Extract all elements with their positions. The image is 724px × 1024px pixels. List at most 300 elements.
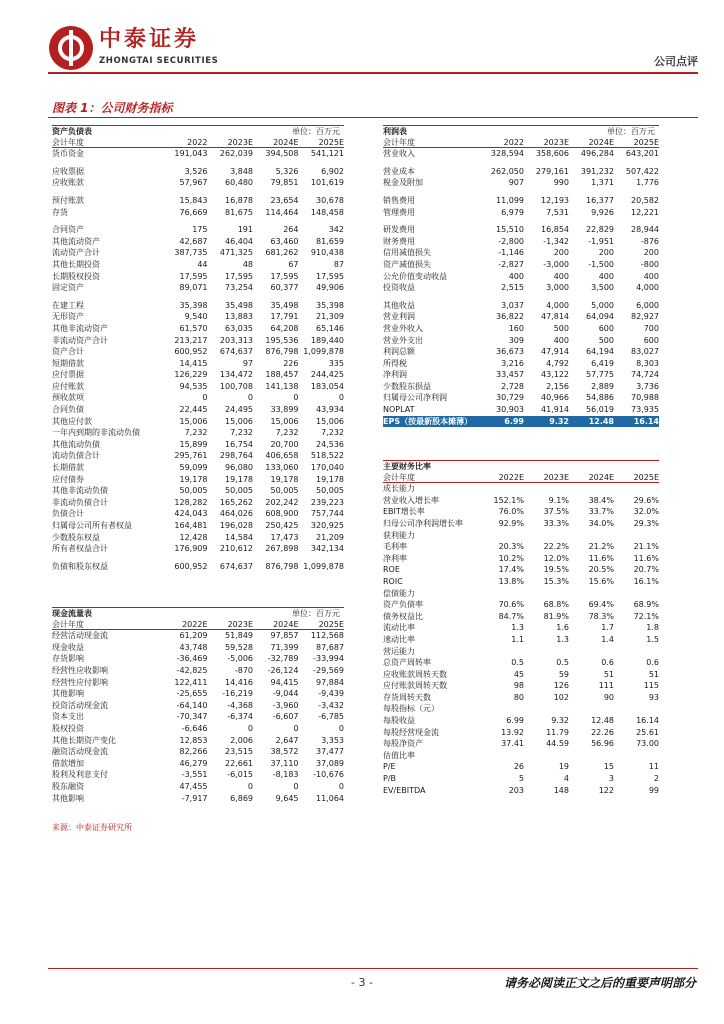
table-header-row (52, 619, 344, 631)
row-value: 76,669 (179, 207, 208, 217)
row-label: 其他长期资产变化 (52, 735, 116, 745)
row-value: 33,457 (496, 370, 524, 380)
table-row (52, 758, 344, 770)
row-value: 36,673 (496, 347, 524, 357)
row-label: P/B (383, 774, 397, 784)
row-value: 400 (553, 335, 569, 345)
column-header: 2024E (588, 472, 614, 482)
row-value: 30,678 (316, 195, 344, 205)
row-value: 0.5 (556, 658, 569, 668)
row-value: 122,411 (174, 677, 208, 687)
row-value: 674,637 (219, 347, 253, 357)
row-value: -70,347 (176, 712, 208, 722)
row-label: 利润总额 (383, 347, 415, 357)
table-row (52, 665, 344, 677)
row-value: 406,658 (265, 451, 299, 461)
row-value: 14,416 (225, 677, 253, 687)
row-label: 流动资产合计 (52, 248, 100, 258)
table-row (52, 642, 344, 654)
table-row (52, 282, 344, 294)
row-label: 所有者权益合计 (52, 544, 108, 554)
row-label: 总资产周转率 (383, 658, 431, 668)
row-value: 1.8 (646, 623, 659, 633)
table-row (383, 166, 659, 178)
row-label: P/E (383, 762, 396, 772)
row-value: 50,005 (179, 486, 208, 496)
row-value: 3,000 (546, 283, 569, 293)
column-header: 2025E (318, 137, 344, 147)
table-title-row (52, 607, 344, 619)
row-value: 195,536 (265, 335, 299, 345)
row-value: 15,006 (316, 416, 344, 426)
row-value: 11.6% (633, 553, 659, 563)
row-value: 16,377 (586, 195, 614, 205)
row-label: 营业收入 (383, 149, 415, 159)
column-header: 2023E (543, 472, 569, 482)
row-value: -3,551 (181, 770, 208, 780)
row-label: 估值比率 (383, 750, 415, 760)
row-value: 67 (288, 259, 299, 269)
row-value: 40,966 (541, 393, 569, 403)
row-value: 81,675 (225, 207, 253, 217)
row-value: 309 (508, 335, 524, 345)
row-label: 归属母公司净利润 (383, 393, 447, 403)
table-row (383, 634, 659, 646)
balance-sheet-table (52, 125, 344, 572)
row-value: 12,428 (179, 532, 208, 542)
table-row (52, 793, 344, 805)
row-value (524, 588, 569, 600)
row-value: 507,422 (625, 166, 659, 176)
row-value: 63,035 (225, 323, 253, 333)
row-value: 22.2% (543, 542, 569, 552)
table-row (383, 392, 659, 404)
row-label: 归母公司净利润增长率 (383, 518, 463, 528)
row-value: 68.9% (633, 600, 659, 610)
table-row (383, 404, 659, 416)
row-value (479, 530, 524, 542)
row-label: 其他影响 (52, 689, 84, 699)
row-value: 203,313 (219, 335, 253, 345)
row-label: 经营性应付影响 (52, 677, 108, 687)
row-value: 12,853 (179, 735, 208, 745)
row-value: 1.5 (646, 634, 659, 644)
row-value: 25.61 (636, 727, 659, 737)
row-value: 400 (598, 271, 614, 281)
row-value: -1,342 (543, 236, 569, 246)
row-value: 876,798 (265, 347, 299, 357)
table-row (383, 495, 659, 507)
row-value: 134,472 (219, 370, 253, 380)
row-value: 2,006 (230, 735, 253, 745)
row-label: 股利及利息支付 (52, 770, 108, 780)
row-value: 43,122 (541, 370, 569, 380)
row-value: 226 (283, 358, 299, 368)
row-value: 16,854 (541, 225, 569, 235)
row-label: 借款增加 (52, 758, 84, 768)
row-label: 存货周转天数 (383, 692, 431, 702)
table-row (383, 247, 659, 259)
row-value: 74,724 (631, 370, 659, 380)
row-value: 2,515 (501, 283, 524, 293)
row-value: 20,582 (631, 195, 659, 205)
row-value: -3,000 (543, 259, 569, 269)
table-title-row (52, 125, 344, 137)
row-value (524, 483, 569, 495)
row-value: 0.5 (511, 658, 524, 668)
table-row (383, 148, 659, 160)
row-value: -33,994 (313, 654, 344, 664)
column-header: 2023E (543, 137, 569, 147)
row-value: 35,398 (316, 300, 344, 310)
row-value: 298,764 (219, 451, 253, 461)
row-value (569, 588, 614, 600)
column-header: 2022E (498, 472, 524, 482)
row-value: 11,099 (496, 195, 524, 205)
row-value: 68.8% (543, 600, 569, 610)
table-row (383, 588, 659, 600)
row-value: 320,925 (310, 521, 344, 530)
row-value: 262,050 (490, 166, 524, 176)
row-value: 5 (518, 774, 524, 784)
row-value: -876 (640, 236, 659, 246)
row-value: 37.41 (501, 739, 524, 749)
row-value: 44.59 (546, 739, 569, 749)
row-label: 所得税 (383, 358, 407, 368)
row-value: 71,399 (270, 642, 299, 652)
row-label: 归属母公司所有者权益 (52, 521, 132, 530)
row-value: 70,988 (631, 393, 659, 403)
column-header: 2025E (633, 137, 659, 147)
row-label: 应付账款周转天数 (383, 681, 447, 691)
row-label: 营业成本 (383, 166, 415, 176)
row-value: 60,377 (270, 283, 299, 293)
row-value: 28,944 (631, 225, 659, 235)
table-header-row (383, 472, 659, 484)
figure-rule (48, 117, 698, 118)
row-value: 1.7 (601, 623, 614, 633)
table-title-row (383, 125, 659, 137)
cash-flow-table (52, 607, 344, 804)
row-value: 57,775 (586, 370, 614, 380)
row-value: 63,460 (270, 236, 299, 246)
row-label: 债务权益比 (383, 611, 423, 621)
row-value: 1.4 (601, 634, 614, 644)
row-value: 49,906 (316, 283, 344, 293)
row-label: 流动比率 (383, 623, 415, 633)
row-value: 210,612 (219, 544, 253, 554)
row-value: -25,655 (176, 689, 208, 699)
row-value: 2,156 (546, 381, 569, 391)
table-row (52, 508, 344, 520)
row-value: 73,935 (631, 405, 659, 415)
financial-ratios-table (383, 460, 659, 796)
row-value: 87 (333, 259, 344, 269)
row-label: 投资活动现金流 (52, 700, 108, 710)
row-value: 358,606 (535, 149, 569, 159)
column-header: 2025E (318, 619, 344, 629)
row-value: 16,754 (225, 439, 253, 449)
row-value (614, 703, 659, 715)
column-header: 2025E (633, 472, 659, 482)
row-value: 7,531 (546, 207, 569, 217)
row-value: 464,026 (219, 509, 253, 519)
row-label: 营业外支出 (383, 335, 423, 345)
row-value: 99 (648, 785, 659, 795)
row-value: 15,006 (270, 416, 299, 426)
row-value: 203 (508, 785, 524, 795)
row-value: -2,800 (498, 236, 524, 246)
row-value: 97 (242, 358, 253, 368)
row-value: 51 (603, 669, 614, 679)
row-value: 5,326 (275, 166, 299, 176)
row-value: 176,909 (174, 544, 208, 554)
row-value: 35,498 (225, 300, 253, 310)
row-value: -36,469 (176, 654, 208, 664)
table-row (52, 653, 344, 665)
row-label: 经营性应收影响 (52, 665, 108, 675)
row-value: 37,477 (316, 747, 344, 757)
table-row (383, 518, 659, 530)
row-value: 17,595 (270, 271, 299, 281)
row-value: 70.6% (498, 600, 524, 610)
row-value: 44 (197, 259, 208, 269)
row-label: 负债和股东权益 (52, 561, 108, 571)
table-row (52, 711, 344, 723)
row-value (614, 588, 659, 600)
row-value: 7,232 (321, 428, 344, 438)
row-label: 偿债能力 (383, 588, 415, 598)
row-value: 19,178 (179, 474, 208, 484)
row-value: 128,282 (174, 497, 208, 507)
row-value: 30,903 (496, 405, 524, 415)
row-value: -29,569 (313, 665, 344, 675)
table-row (383, 576, 659, 588)
table-row (383, 553, 659, 565)
table-row (52, 259, 344, 271)
table-row (383, 207, 659, 219)
row-label: ROE (383, 565, 400, 575)
row-label: 非流动负债合计 (52, 497, 108, 507)
row-label: 无形资产 (52, 312, 84, 322)
row-value: -1,146 (498, 248, 524, 258)
row-label: 净利润 (383, 370, 407, 380)
row-label: 其他应付款 (52, 416, 92, 426)
row-value: 50,005 (270, 486, 299, 496)
row-value: 6,419 (591, 358, 614, 368)
row-value: 213,217 (174, 335, 208, 345)
row-value: 47,814 (541, 312, 569, 322)
row-value: 335 (328, 358, 344, 368)
row-label: 应付票据 (52, 370, 84, 380)
table-row (383, 311, 659, 323)
column-header: 2024E (273, 137, 299, 147)
table-row (52, 769, 344, 781)
row-value: -7,917 (181, 793, 208, 803)
row-value: 38.4% (588, 495, 614, 505)
row-value: 48 (242, 259, 253, 269)
column-header: 会计年度 (52, 619, 84, 629)
row-value: 608,900 (265, 509, 299, 519)
table-row (383, 224, 659, 236)
row-value: 61,570 (179, 323, 208, 333)
row-value: 79,851 (270, 178, 299, 188)
row-value: 16.14 (636, 716, 659, 726)
source-note: 来源：中泰证券研究所 (52, 823, 132, 832)
row-label: 获利能力 (383, 530, 415, 540)
table-row (383, 416, 659, 428)
row-value: 160 (508, 323, 524, 333)
row-value: 15,006 (225, 416, 253, 426)
row-value: 264 (283, 225, 299, 235)
table-row (383, 646, 659, 658)
row-value: 97,857 (270, 631, 299, 641)
row-label: 其他长期投资 (52, 259, 100, 269)
row-label: 投资收益 (383, 283, 415, 293)
row-value: 20.7% (633, 565, 659, 575)
table-unit: 单位：百万元 (607, 127, 655, 136)
row-value: 93 (648, 692, 659, 702)
table-row (52, 416, 344, 428)
row-label: 营业外收入 (383, 323, 423, 333)
row-value: 148,458 (310, 207, 344, 217)
row-value: 87,687 (316, 642, 344, 652)
row-value: 191 (237, 225, 253, 235)
row-value: 72.1% (633, 611, 659, 621)
row-value: 9.32 (549, 416, 569, 426)
table-row (52, 335, 344, 347)
row-value: 17,791 (270, 312, 299, 322)
row-value: 43,748 (179, 642, 208, 652)
row-label: 研发费用 (383, 225, 415, 235)
table-row (52, 735, 344, 747)
row-label: 预收款项 (52, 393, 84, 403)
row-value (524, 750, 569, 762)
row-label: 其他收益 (383, 300, 415, 310)
row-value: 21,309 (316, 312, 344, 322)
row-value: 64,094 (586, 312, 614, 322)
row-value: 1,099,878 (303, 347, 344, 357)
table-row (383, 622, 659, 634)
row-value: 4,792 (546, 358, 569, 368)
row-value: 1,099,878 (303, 561, 344, 571)
income-statement-table (383, 125, 659, 427)
row-label: 股权投资 (52, 723, 84, 733)
row-value: 11.79 (546, 727, 569, 737)
row-value: 200 (553, 248, 569, 258)
table-row (52, 392, 344, 404)
row-label: 预付账款 (52, 195, 84, 205)
row-value: 22,661 (225, 758, 253, 768)
row-value (524, 530, 569, 542)
row-label: 存货 (52, 207, 68, 217)
row-label: 合同负债 (52, 405, 84, 415)
table-row (52, 439, 344, 451)
row-value: 3,216 (501, 358, 524, 368)
row-value: 0 (338, 393, 344, 403)
row-value: 59,099 (179, 463, 208, 473)
row-value: 250,425 (265, 521, 299, 530)
row-value: 196,028 (219, 521, 253, 530)
row-label: 现金收益 (52, 642, 84, 652)
row-value: 16.14 (633, 416, 659, 426)
row-value: 64,194 (586, 347, 614, 357)
row-value: 33,899 (270, 405, 299, 415)
row-value: 0 (293, 393, 299, 403)
row-value: 82,266 (179, 747, 208, 757)
row-value: 61,209 (179, 631, 208, 641)
row-value: 98 (513, 681, 524, 691)
column-header: 会计年度 (383, 472, 415, 482)
column-header: 会计年度 (52, 137, 84, 147)
row-value: 0 (247, 393, 253, 403)
row-label: 每股指标（元） (383, 704, 439, 714)
row-value: 94,415 (270, 677, 299, 687)
column-header: 会计年度 (383, 137, 415, 147)
table-row (52, 532, 344, 544)
row-value: 12.48 (591, 716, 614, 726)
row-value: 35,398 (179, 300, 208, 310)
row-label: EPS（按最新股本摊薄） (383, 416, 473, 426)
figure-title: 图表 1：公司财务指标 (52, 101, 173, 115)
table-row (383, 692, 659, 704)
row-label: 其他影响 (52, 793, 84, 803)
row-value: 16,878 (225, 195, 253, 205)
row-value: 112,568 (310, 631, 344, 641)
table-row (52, 247, 344, 259)
logo-chinese-name: 中泰证券 (99, 27, 200, 52)
column-header: 2022 (503, 137, 524, 147)
row-value: 36,822 (496, 312, 524, 322)
row-value: 6,869 (230, 793, 253, 803)
table-row (383, 195, 659, 207)
row-value (479, 588, 524, 600)
row-value: 89,071 (179, 283, 208, 293)
row-value: 17,595 (316, 271, 344, 281)
row-label: 资产合计 (52, 347, 84, 357)
row-value: 239,223 (310, 497, 344, 507)
row-value: -4,368 (227, 700, 253, 710)
row-label: 流动负债合计 (52, 451, 100, 461)
row-label: 存货影响 (52, 654, 84, 664)
row-value: 200 (643, 248, 659, 258)
row-value: 15,510 (496, 225, 524, 235)
row-value: 82,927 (631, 312, 659, 322)
table-row (383, 259, 659, 271)
row-label: 货币资金 (52, 149, 84, 159)
table-row (52, 148, 344, 160)
row-value (479, 646, 524, 658)
row-label: 在建工程 (52, 300, 84, 310)
table-row (52, 195, 344, 207)
column-header: 2024E (273, 619, 299, 629)
row-value: 295,761 (174, 451, 208, 461)
row-value: 22,829 (586, 225, 614, 235)
row-value: 1,371 (591, 178, 614, 188)
row-value: 19,178 (270, 474, 299, 484)
row-value: 21.1% (633, 542, 659, 552)
row-value: 16.1% (633, 576, 659, 586)
row-value: 17.4% (498, 565, 524, 575)
row-value: 17,473 (270, 532, 299, 542)
row-value: 681,262 (265, 248, 299, 258)
row-value: 56.96 (591, 739, 614, 749)
row-value: 3 (608, 774, 614, 784)
row-value: 50,005 (316, 486, 344, 496)
row-value: 19 (558, 762, 569, 772)
row-label: 长期股权投资 (52, 271, 100, 281)
table-row (52, 781, 344, 793)
